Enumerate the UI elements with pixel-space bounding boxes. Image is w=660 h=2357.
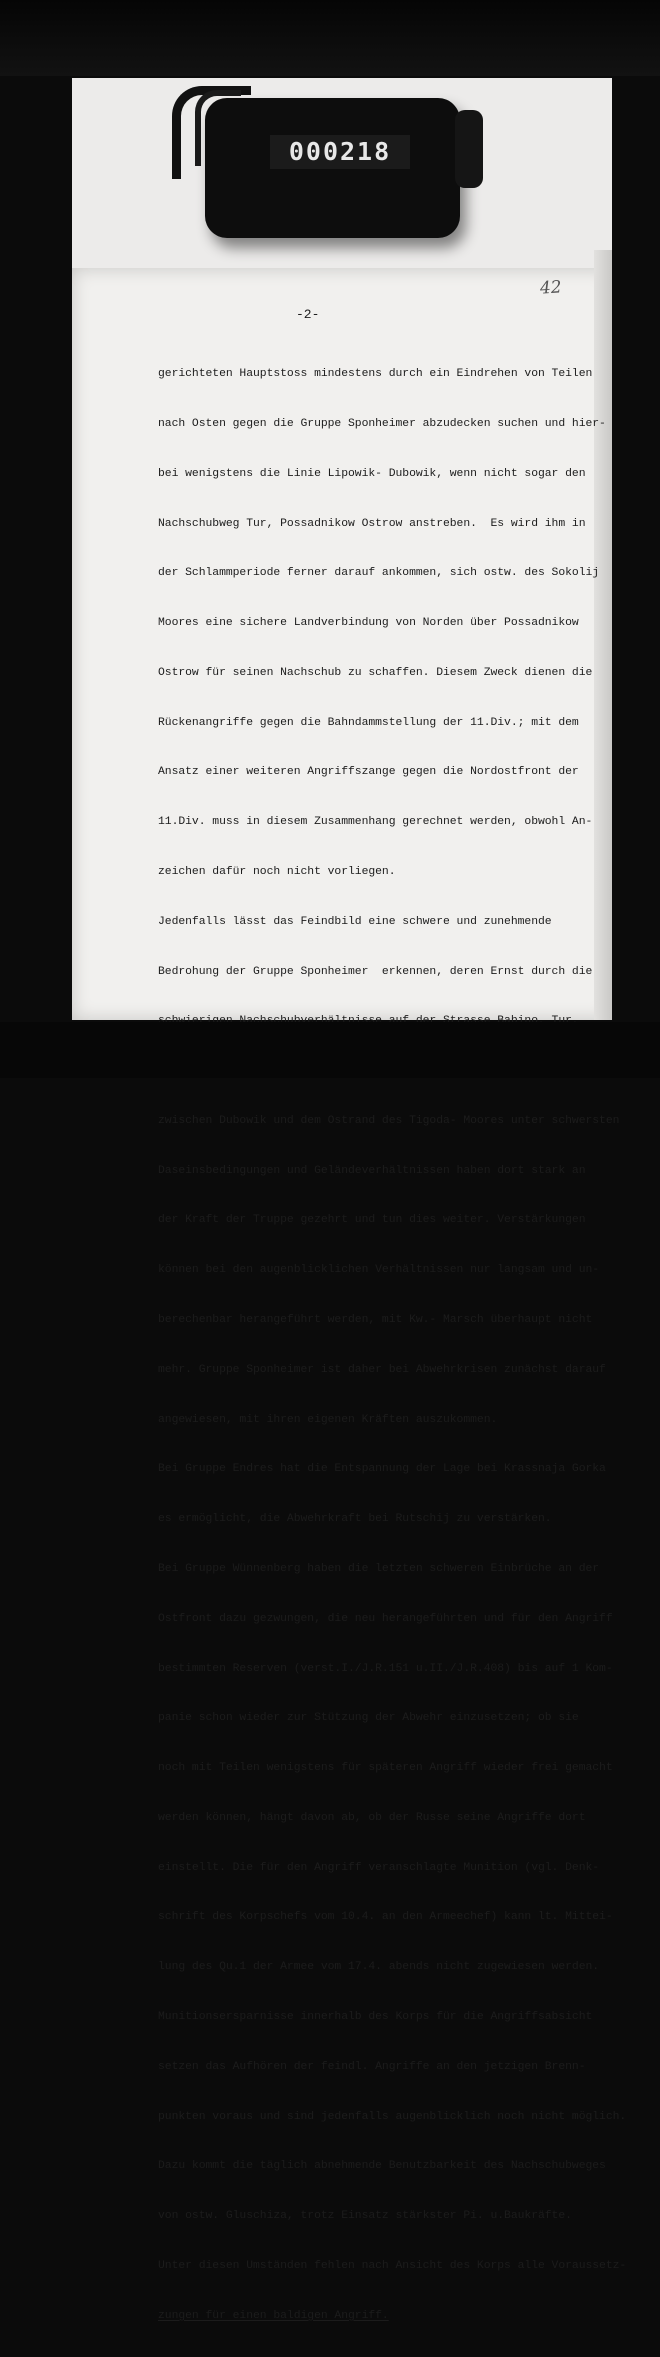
text-line: der Kraft der Truppe gezehrt und tun dies weiter. Verstärkungen	[158, 1214, 586, 1227]
text-line: nach Osten gegen die Gruppe Sponheimer abzudecken suchen und hier-	[158, 417, 606, 430]
text-line: Unter diesen Umständen fehlen nach Ansicht des Korps alle Voraussetz-	[158, 2259, 627, 2272]
text-line: noch mit Teilen wenigstens für späteren Angriff wieder frei gemacht	[158, 1762, 613, 1775]
text-line: Ansatz einer weiteren Angriffszange gegen die Nordostfront der	[158, 766, 579, 779]
text-line: es ermöglicht, die Abwehrkraft bei Rutschij zu verstärken.	[158, 1513, 552, 1526]
text-line: punkten voraus und sind jedenfalls augenblicklich noch nicht möglich.	[158, 2110, 627, 2123]
text-line: schrift des Korpschefs vom 10.4. an den Armeechef) kann lt. Mittei-	[158, 1911, 613, 1924]
text-line: lung des Qu.1 der Armee vom 17.4. abends nicht zugewiesen werden.	[158, 1961, 600, 1974]
film-border-bottom	[0, 1022, 660, 1078]
handwritten-archive-number: 42	[539, 277, 563, 299]
text-line: der Schlammperiode ferner darauf ankommen, sich ostw. des Sokolij	[158, 567, 600, 580]
counter-knob	[455, 110, 483, 188]
text-line: Jedenfalls lässt das Feindbild eine schwere und zunehmende	[158, 915, 552, 928]
text-line: Daseinsbedingungen und Geländeverhältnissen haben dort stark an	[158, 1164, 586, 1177]
text-line: gerichteten Hauptstoss mindestens durch ein Eindrehen von Teilen	[158, 368, 593, 381]
text-line: 11.Div. muss in diesem Zusammenhang gerechnet werden, obwohl An-	[158, 816, 593, 829]
text-line: mehr. Gruppe Sponheimer ist daher bei Abwehrkrisen zunächst darauf	[158, 1363, 606, 1376]
text-line: Moores eine sichere Landverbindung von Norden über Possadnikow	[158, 617, 579, 630]
text-line: Ostrow für seinen Nachschub zu schaffen. Diesem Zweck dienen die	[158, 666, 593, 679]
text-line: von ostw. Gluschiza, trotz Einsatz stärkster Pi. u.Baukräfte.	[158, 2210, 572, 2223]
text-line: Bei Gruppe Wünnenberg haben die letzten schweren Einbrüche an der	[158, 1562, 600, 1575]
text-line: einstellt. Die für den Angriff veranschlagte Munition (vgl. Denk-	[158, 1861, 600, 1874]
film-border-top	[0, 0, 660, 76]
text-line: werden können, hängt davon ab, ob der Russe seine Angriffe dort	[158, 1811, 586, 1824]
frame-counter-display: 000218	[270, 135, 410, 169]
text-line-underlined: Bedrohung der Gruppe Sponheimer erkennen, deren Ernst durch die	[158, 965, 593, 978]
text-line: bestimmten Reserven (verst.I./J.R.151 u.II./J.R.408) bis auf 1 Kom-	[158, 1662, 613, 1675]
text-line: angewiesen, mit ihren eigenen Kräften auszukommen.	[158, 1413, 498, 1426]
text-line: berechenbar herangeführt werden, mit Kw.- Marsch überhaupt nicht	[158, 1314, 593, 1327]
text-line: Munitionsersparnisse innerhalb des Korps für die Angriffsabsicht	[158, 2010, 593, 2023]
text-line: Bei Gruppe Endres hat die Entspannung der Lage bei Krassnaja Gorka	[158, 1463, 606, 1476]
text-line: Dazu kommt die täglich abnehmende Benutzbarkeit des Nachschubweges	[158, 2160, 606, 2173]
text-line: Nachschubweg Tur, Possadnikow Ostrow anstreben. Es wird ihm in	[158, 517, 586, 530]
text-line: Ostfront dazu gezwungen, die neu herangeführten und für den Angriff	[158, 1612, 613, 1625]
text-line: panie schon wieder zur Stützung der Abwehr einzusetzen; ob sie	[158, 1712, 579, 1725]
text-line: zwischen Dubowik und dem Ostrand des Tigoda- Moores unter schwersten	[158, 1114, 620, 1127]
page-number: -2-	[296, 307, 320, 322]
document-body	[158, 333, 627, 2357]
text-line: zeichen dafür noch nicht vorliegen.	[158, 866, 396, 878]
text-line: Rückenangriffe gegen die Bahndammstellung der 11.Div.; mit dem	[158, 716, 579, 729]
text-line: bei wenigstens die Linie Lipowik- Dubowik, wenn nicht sogar den	[158, 467, 586, 480]
text-line: können bei den augenblicklichen Verhältnissen nur langsam und un-	[158, 1264, 600, 1277]
text-line: setzen das Aufhören der feindl. Angriffe an den jetzigen Brenn-	[158, 2060, 586, 2073]
text-line-underlined: zungen für einen baldigen Angriff.	[158, 2309, 389, 2322]
